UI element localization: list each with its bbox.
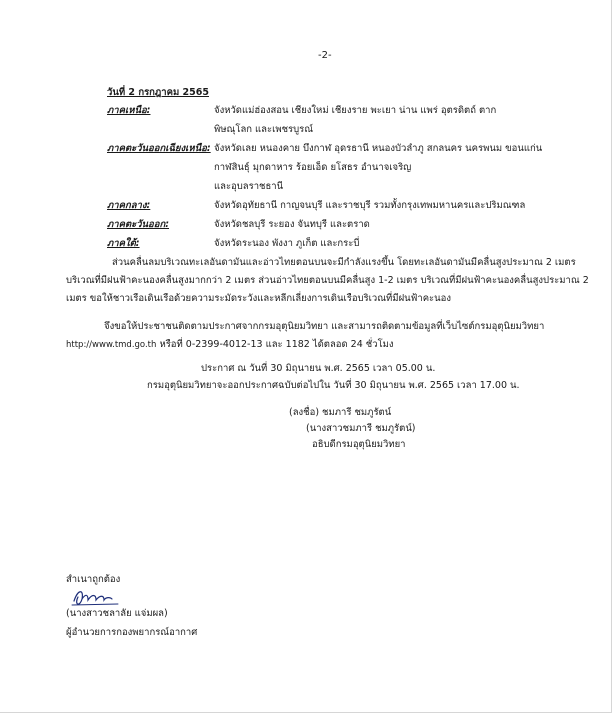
region-provinces-northeast-line2: กาฬสินธุ์ มุกดาหาร ร้อยเอ็ด ยโสธร อำนาจเจริญ bbox=[214, 162, 412, 173]
page-number: -2- bbox=[318, 50, 332, 61]
region-provinces-central: จังหวัดอุทัยธานี กาญจนบุรี และราชบุรี รวมทั้งกรุงเทพมหานครและปริมณฑล bbox=[214, 200, 526, 211]
contact-paragraph-line1: จึงขอให้ประชาชนติดตามประกาศจากกรมอุตุนิยมวิทยา และสามารถติดตามข้อมูลที่เว็บไซต์กรมอุตุนิยมวิทยา bbox=[104, 321, 545, 332]
signature-position: อธิบดีกรมอุตุนิยมวิทยา bbox=[312, 439, 406, 450]
region-provinces-south: จังหวัดระนอง พังงา ภูเก็ต และกระบี่ bbox=[214, 238, 360, 249]
signature-signed: (ลงชื่อ) ชมภารี ชมภูรัตน์ bbox=[289, 407, 392, 418]
certification-name: (นางสาวชลาลัย แจ่มผล) bbox=[66, 608, 168, 619]
region-label-east: ภาคตะวันออก: bbox=[107, 219, 170, 230]
forecast-date-heading: วันที่ 2 กรกฎาคม 2565 bbox=[107, 87, 209, 98]
region-label-south: ภาคใต้: bbox=[107, 238, 140, 249]
certification-label: สำเนาถูกต้อง bbox=[66, 574, 121, 585]
contact-paragraph-line2 bbox=[66, 338, 394, 352]
wave-paragraph-line2: บริเวณที่มีฝนฟ้าคะนองคลื่นสูงมากกว่า 2 เมตร ส่วนอ่าวไทยตอนบนมีคลื่นสูง 1-2 เมตร บริเวณที่มีฝนฟ้าคะนองคลื่นสูงประมาณ 2 bbox=[66, 275, 589, 286]
region-provinces-northeast-line3: และอุบลราชธานี bbox=[214, 181, 284, 192]
wave-paragraph-line3: เมตร ขอให้ชาวเรือเดินเรือด้วยความระมัดระวังและหลีกเลี่ยงการเดินเรือบริเวณที่มีฝนฟ้าคะนอง bbox=[66, 293, 451, 304]
region-label-northeast: ภาคตะวันออกเฉียงเหนือ: bbox=[107, 143, 211, 154]
announcement-issued: ประกาศ ณ วันที่ 30 มิถุนายน พ.ศ. 2565 เวลา 05.00 น. bbox=[201, 363, 436, 374]
region-provinces-north-line2: พิษณุโลก และเพชรบูรณ์ bbox=[214, 124, 314, 135]
region-provinces-east: จังหวัดชลบุรี ระยอง จันทบุรี และตราด bbox=[214, 219, 370, 230]
tmd-website-link[interactable]: http://www.tmd.go.th bbox=[66, 340, 157, 350]
wave-paragraph-line1: ส่วนคลื่นลมบริเวณทะเลอันดามันและอ่าวไทยตอนบนจะมีกำลังแรงขึ้น โดยทะเลอันดามันมีคลื่นสูงประมาณ 2 เมตร bbox=[112, 257, 576, 268]
contact-phone-text: หรือที่ 0-2399-4012-13 และ 1182 ได้ตลอด 24 ชั่วโมง bbox=[159, 339, 394, 350]
region-label-north: ภาคเหนือ: bbox=[107, 105, 151, 116]
region-provinces-northeast-line1: จังหวัดเลย หนองคาย บึงกาฬ อุดรธานี หนองบัวลำภู สกลนคร นครพนม ขอนแก่น bbox=[214, 143, 543, 154]
region-provinces-north-line1: จังหวัดแม่ฮ่องสอน เชียงใหม่ เชียงราย พะเยา น่าน แพร่ อุตรดิตถ์ ตาก bbox=[214, 105, 497, 116]
announcement-next: กรมอุตุนิยมวิทยาจะออกประกาศฉบับต่อไปใน วันที่ 30 มิถุนายน พ.ศ. 2565 เวลา 17.00 น. bbox=[147, 380, 520, 391]
certification-position: ผู้อำนวยการกองพยากรณ์อากาศ bbox=[66, 627, 198, 638]
signature-full-name: (นางสาวชมภารี ชมภูรัตน์) bbox=[306, 423, 416, 434]
region-label-central: ภาคกลาง: bbox=[107, 200, 151, 211]
